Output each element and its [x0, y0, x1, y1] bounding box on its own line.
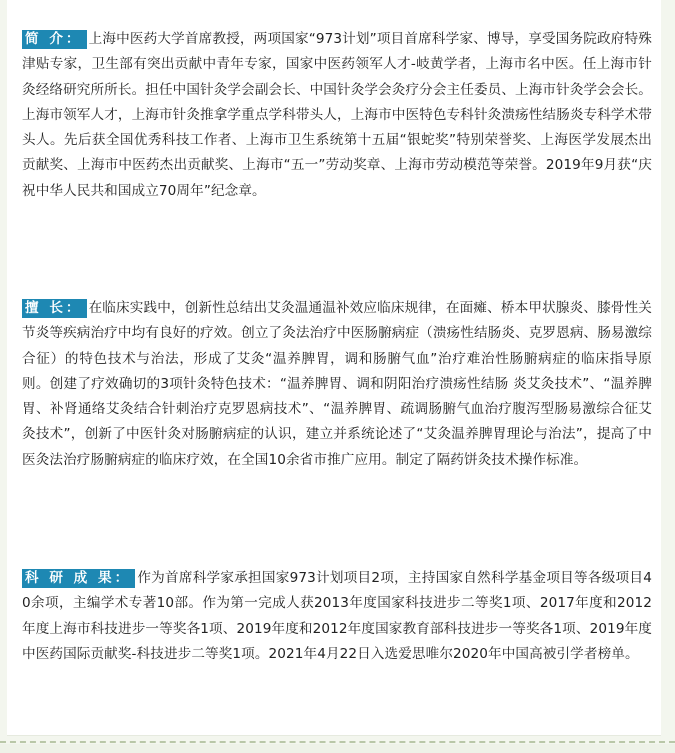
expertise-tag: 擅 长：: [22, 299, 87, 318]
research-text: 作为首席科学家承担国家973计划项目2项，主持国家自然科学基金项目等各级项目40余项，主编学术专著10部。作为第一完成人获2013年度国家科技进步二等奖1项、2017年度和2012年度上海市科技进步一等奖各1项、2019年度和2012年度国家教育部科技进步一等奖各1项、2019年度中医药国际贡献奖-科技进步二等奖1项。2021年4月22日入选爱思唯尔2020年中国高被引学者榜单。: [22, 570, 652, 662]
bottom-divider: [0, 741, 675, 743]
profile-card: [7, 0, 661, 736]
expertise-text: 在临床实践中，创新性总结出艾灸温通温补效应临床规律，在面瘫、桥本甲状腺炎、膝骨性关节炎等疾病治疗中均有良好的疗效。创立了灸法治疗中医肠腑病症（溃疡性结肠炎、克罗恩病、肠易激综合征）的特色技术与治法，形成了艾灸“温养脾胃，调和肠腑气血”治疗难治性肠腑病症的临床指导原则。创建了疗效确切的3项针灸特色技术：“温养脾胃、调和阴阳治疗溃疡性结肠 炎艾灸技术”、“温养脾胃、补肾通络艾灸结合针刺治疗克罗恩病技术”、“温养脾胃、疏调肠腑气血治疗腹泻型肠易激综合征艾灸技术”，创新了中医针灸对肠腑病症的认识，建立并系统论述了“艾灸温养脾胃理论与治法”，提高了中医灸法治疗肠腑病症的临床疗效，在全国10余省市推广应用。制定了隔药饼灸技术操作标准。: [22, 300, 652, 468]
expertise-section: [22, 296, 652, 473]
research-tag: 科 研 成 果：: [22, 569, 135, 588]
intro-tag: 简 介：: [22, 30, 87, 49]
intro-text: 上海中医药大学首席教授，两项国家“973计划”项目首席科学家、博导，享受国务院政府特殊津贴专家，卫生部有突出贡献中青年专家，国家中医药领军人才-岐黄学者，上海市名中医。任上海市针灸经络研究所所长。担任中国针灸学会副会长、中国针灸学会灸疗分会主任委员、上海市针灸学会会长。上海市领军人才，上海市针灸推拿学重点学科带头人，上海市中医特色专科针灸溃疡性结肠炎专科学术带头人。先后获全国优秀科技工作者、上海市卫生系统第十五届“银蛇奖”特别荣誉奖、上海医学发展杰出贡献奖、上海市中医药杰出贡献奖、上海市“五一”劳动奖章、上海市劳动模范等荣誉。2019年9月获“庆祝中华人民共和国成立70周年”纪念章。: [22, 31, 652, 199]
bottom-strip: [0, 744, 675, 753]
intro-section: [22, 27, 652, 204]
research-section: [22, 566, 652, 667]
